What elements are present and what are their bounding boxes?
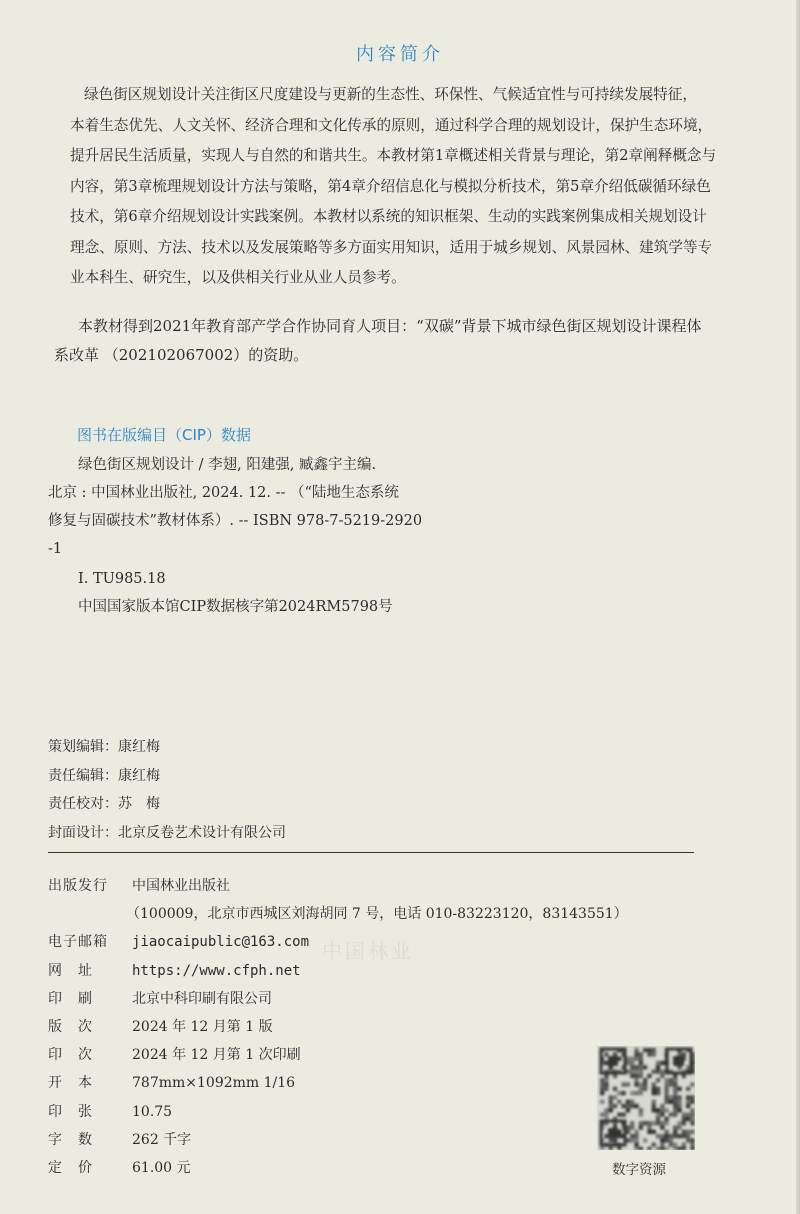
funding-line: 系改革 （202102067002）的资助。 [54, 346, 309, 364]
impression-value: 2024 年 12 月第 1 次印刷 [132, 1047, 301, 1064]
email-label: 电子邮箱 [48, 934, 108, 951]
intro-line: 业本科生、研究生，以及供相关行业从业人员参考。 [70, 269, 406, 286]
intro-title: 内容简介 [356, 44, 444, 65]
cip-line: 修复与固碳技术”教材体系）. -- ISBN 978-7-5219-2920 [48, 513, 423, 529]
impression-label: 印 次 [48, 1047, 93, 1064]
divider [48, 852, 694, 853]
cip-data [48, 451, 748, 621]
watermark: 中国林业 [322, 939, 414, 963]
format-value: 787mm×1092mm 1/16 [132, 1075, 296, 1092]
sheets-row [48, 1098, 628, 1126]
intro-line: 提升居民生活质量，实现人与自然的和谐共生。本教材第1章概述相关背景与理论，第2章阐释概念与 [70, 147, 717, 164]
editor-row [48, 762, 286, 791]
editor-value: 康红梅 [118, 767, 160, 784]
publisher-label: 出版发行 [48, 878, 108, 894]
words-row [48, 1126, 628, 1154]
cip-line: 北京 : 中国林业出版社, 2024. 12. -- （“陆地生态系统 [48, 485, 399, 501]
printer-label: 印 刷 [48, 990, 93, 1007]
cip-line: 绿色街区规划设计 / 李翅, 阳建强, 臧鑫宇主编. [78, 457, 377, 473]
cip-line: -1 [48, 541, 63, 557]
printer-row [48, 985, 628, 1013]
qr-code-icon[interactable] [597, 1046, 695, 1150]
intro-paragraph [70, 80, 782, 294]
editor-label: 策划编辑： [48, 739, 118, 755]
publisher-row [48, 872, 628, 900]
editor-row [48, 819, 286, 848]
impression-row [48, 1041, 628, 1069]
intro-line: 本着生态优先、人文关怀、经济合理和文化传承的原则，通过科学合理的规划设计，保护生态环境， [70, 116, 713, 134]
printer-value: 北京中科印刷有限公司 [132, 990, 272, 1007]
price-label: 定 价 [48, 1160, 93, 1177]
words-value: 262 千字 [132, 1131, 192, 1148]
funding-note [54, 312, 784, 370]
sheets-label: 印 张 [48, 1103, 93, 1120]
qr-code-graphic [597, 1046, 695, 1150]
format-row [48, 1069, 628, 1097]
editor-value: 苏 梅 [118, 796, 160, 812]
intro-line: 理念、原则、方法、技术以及发展策略等多方面实用知识，适用于城乡规划、风景园林、建筑学等专 [70, 238, 713, 256]
editor-value: 康红梅 [118, 739, 160, 755]
publisher-value: 中国林业出版社 [132, 878, 230, 894]
sheets-value: 10.75 [132, 1103, 173, 1120]
cip-line: 中国国家版本馆CIP数据核字第2024RM5798号 [78, 599, 393, 615]
publication-info [48, 872, 628, 1182]
price-value: 61.00 元 [132, 1160, 191, 1177]
website-row [48, 957, 628, 985]
intro-line: 绿色街区规划设计关注街区尺度建设与更新的生态性、环保性、气候适宜性与可持续发展特征， [84, 86, 697, 103]
edition-label: 版 次 [48, 1019, 93, 1036]
funding-line: 本教材得到2021年教育部产学合作协同育人项目：“双碳”背景下城市绿色街区规划设计课程体 [78, 317, 702, 335]
editor-label: 责任编辑： [48, 767, 118, 784]
editors-list [48, 733, 286, 847]
edition-row [48, 1013, 628, 1041]
editor-value: 北京反卷艺术设计有限公司 [118, 824, 286, 841]
website-value: https://www.cfph.net [132, 962, 301, 979]
editor-row [48, 790, 286, 819]
editor-label: 责任校对： [48, 796, 118, 812]
address-row [48, 900, 628, 928]
editor-label: 封面设计： [48, 824, 118, 841]
intro-line: 内容，第3章梳理规划设计方法与策略，第4章介绍信息化与模拟分析技术，第5章介绍低碳循环绿色 [70, 177, 711, 195]
website-label: 网 址 [48, 962, 93, 979]
intro-line: 技术，第6章介绍规划设计实践案例。本教材以系统的知识框架、生动的实践案例集成相关规划设计 [70, 208, 707, 225]
price-row [48, 1154, 628, 1182]
email-row [48, 928, 628, 956]
cip-line: Ⅰ. TU985.18 [78, 571, 166, 587]
page-edge [796, 0, 800, 1214]
email-value: jiaocaipublic@163.com [132, 934, 310, 951]
cip-heading: 图书在版编目（CIP）数据 [77, 426, 251, 444]
editor-row [48, 733, 286, 762]
words-label: 字 数 [48, 1131, 93, 1148]
edition-value: 2024 年 12 月第 1 版 [132, 1019, 273, 1036]
format-label: 开 本 [48, 1075, 93, 1092]
address-value: （100009，北京市西城区刘海胡同 7 号，电话 010-83223120，83143551） [126, 906, 628, 923]
qr-caption: 数字资源 [612, 1162, 666, 1178]
